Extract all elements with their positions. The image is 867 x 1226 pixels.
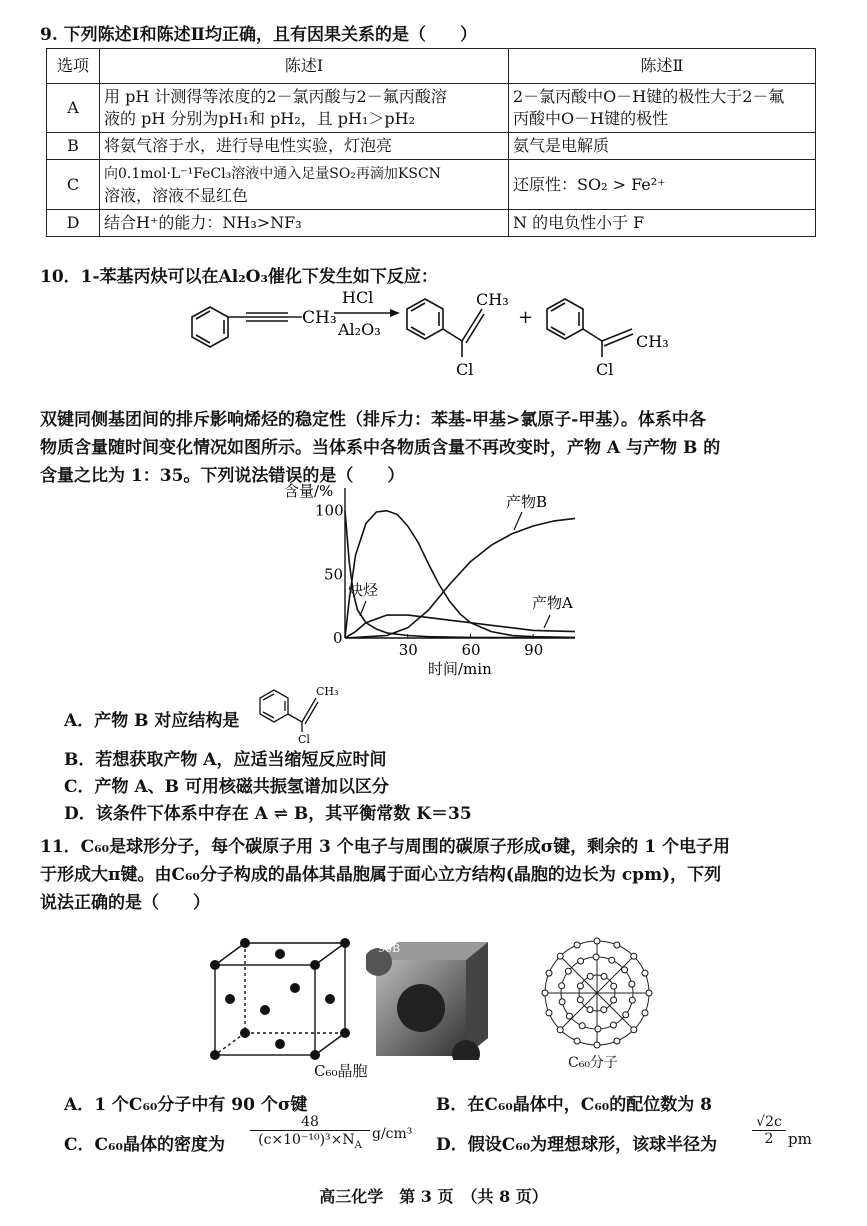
page-footer: 高三化学 第 3 页 （共 8 页） (319, 1187, 548, 1206)
chart-y-tick-label: 100 (315, 501, 344, 520)
density-denominator (250, 1130, 370, 1151)
carbon-atom-icon (610, 1022, 616, 1028)
carbon-atom-icon (593, 954, 599, 960)
carbon-atom-icon (601, 973, 607, 979)
radius-denominator: 2 (752, 1130, 786, 1147)
carbon-atom-icon (559, 983, 565, 989)
carbon-atom-icon (579, 1023, 585, 1029)
chart-y-tick-label: 50 (324, 565, 344, 584)
benzene-ring-icon (547, 299, 633, 357)
q9-stem: 9. 下列陈述Ⅰ和陈述Ⅱ均正确，且有因果关系的是（ ） (40, 25, 477, 45)
q10-option-a: A．产物 B 对应结构是 (64, 711, 240, 731)
alkyne-pointer-icon (360, 601, 366, 616)
carbon-atom-icon (631, 953, 637, 959)
q9-row-statement1: 结合H⁺的能力：NH₃>NF₃ (100, 210, 509, 237)
q10-option-b: B．若想获取产物 A，应适当缩短反应时间 (64, 750, 387, 770)
q9-header-row (47, 49, 816, 84)
chart-x-tick-label: 90 (524, 641, 544, 659)
radius-unit: pm (788, 1130, 812, 1148)
carbon-atom-icon (642, 1010, 648, 1016)
carbon-atom-icon (646, 990, 652, 996)
statement-line: 液的 pH 分别为pH₁和 pH₂，且 pH₁＞pH₂ (104, 109, 415, 128)
carbon-atom-icon (574, 1038, 580, 1044)
carbon-atom-icon (611, 997, 617, 1003)
q10-option-c: C．产物 A、B 可用核磁共振氢谱加以区分 (64, 777, 389, 797)
carbon-atom-icon (546, 1010, 552, 1016)
q9-row-option: C (47, 160, 100, 210)
carbon-atom-icon (622, 967, 628, 973)
statement-line: 用 pH 计测得等浓度的2－氯丙酸与2－氟丙酸溶 (104, 87, 447, 106)
chart-label-product-a: 产物A (532, 594, 573, 612)
c60-crystal-model (366, 938, 496, 1060)
statement-line: 向0.1mol·L⁻¹FeCl₃溶液中通入足量SO₂再滴加KSCN (104, 166, 441, 182)
carbon-atom-icon (609, 957, 615, 963)
radius-numerator: √2c (756, 1114, 782, 1130)
q10-paragraph-line2: 物质含量随时间变化情况如图所示。当体系中各物质含量不再改变时，产物 A 与产物 B 的 (40, 438, 721, 458)
carbon-atom-icon (565, 968, 571, 974)
sphere-cutout-icon (397, 984, 445, 1032)
carbon-atom-icon (594, 938, 600, 944)
q9-row-option: B (47, 133, 100, 160)
plus-sign: + (518, 307, 534, 328)
carbon-atom-icon (559, 999, 565, 1005)
triple-bond-icon (228, 313, 302, 321)
chart-label-alkyne: 炔烃 (348, 581, 379, 599)
carbon-atom-icon (594, 1042, 600, 1048)
q10-paragraph-line3: 含量之比为 1：35。下列说法错误的是（ ） (40, 466, 405, 486)
benzene-ring-icon (260, 690, 318, 732)
product1-cl-label: Cl (456, 360, 474, 379)
unit-cell-caption: C₆₀晶胞 (314, 1062, 368, 1080)
carbon-atom-icon (614, 1038, 620, 1044)
carbon-atom-icon (574, 942, 580, 948)
fcc-unit-cell-diagram (205, 935, 365, 1065)
reagent-hcl: HCl (342, 288, 374, 307)
model-tag: 90B (378, 942, 401, 955)
statement-line: 丙酸中O－H键的极性 (513, 109, 669, 128)
carbon-atom-icon (614, 942, 620, 948)
product2-cl-label: Cl (596, 360, 614, 379)
product-b-pointer-icon (514, 512, 522, 530)
chart-x-axis-label: 时间/min (428, 660, 492, 678)
q9-row-c (47, 160, 816, 210)
q9-row-statement1 (100, 84, 509, 133)
carbon-atom-icon (629, 981, 635, 987)
density-numerator: 48 (301, 1114, 319, 1130)
carbon-atom-icon (566, 1013, 572, 1019)
q11-stem-line1: 11．C₆₀是球形分子，每个碳原子用 3 个电子与周围的碳原子形成σ键，剩余的 1 个电子用 (40, 837, 730, 857)
carbon-atom-icon (631, 1027, 637, 1033)
q9-table (46, 48, 816, 237)
statement-line: 溶液，溶液不显红色 (104, 186, 249, 205)
reactant-ch3-label: CH₃ (302, 308, 337, 328)
q11-option-c-prefix: C．C₆₀晶体的密度为 (64, 1135, 225, 1155)
density-fraction (250, 1114, 370, 1151)
carbon-atom-icon (601, 1007, 607, 1013)
reagent-al2o3: Al₂O₃ (338, 320, 381, 339)
radius-fraction (752, 1114, 786, 1147)
q10-option-d: D．该条件下体系中存在 A ⇌ B，其平衡常数 K＝35 (64, 804, 472, 824)
q11-option-b: B．在C₆₀晶体中，C₆₀的配位数为 8 (436, 1095, 712, 1115)
option-a-ch3-label: CH₃ (316, 685, 339, 698)
product-a-pointer-icon (544, 615, 550, 628)
chart-x-tick-label: 60 (461, 641, 481, 659)
carbon-atom-icon (611, 983, 617, 989)
carbon-atom-icon (557, 1027, 563, 1033)
q9-row-option: A (47, 84, 100, 133)
option-a-cl-label: Cl (298, 733, 310, 746)
q9-row-a (47, 84, 816, 133)
q10-stem: 10．1-苯基丙炔可以在Al₂O₃催化下发生如下反应： (40, 267, 438, 287)
carbon-atom-icon (642, 970, 648, 976)
q9-header-statement1: 陈述Ⅰ (100, 49, 509, 84)
q9-row-d (47, 210, 816, 237)
density-unit: g/cm³ (372, 1126, 413, 1142)
statement-line: 2－氯丙酸中O－H键的极性大于2－氟 (513, 87, 785, 106)
c60-molecule-diagram (535, 935, 660, 1050)
c60-sphere-dots-icon (210, 938, 350, 1060)
density-denominator-sub: A (354, 1139, 362, 1151)
option-a-structure (254, 680, 354, 746)
carbon-atom-icon (587, 1007, 593, 1013)
q9-row-statement2: 氨气是电解质 (509, 133, 816, 160)
q9-row-b (47, 133, 816, 160)
q9-row-option: D (47, 210, 100, 237)
q9-header-statement2: 陈述Ⅱ (509, 49, 816, 84)
q9-row-statement2 (509, 84, 816, 133)
cube-side-face-icon (466, 942, 488, 1056)
reaction-scheme (180, 285, 700, 385)
chart-y-axis-label: 含量/% (284, 482, 334, 500)
q9-row-statement1 (100, 160, 509, 210)
q9-row-statement2: N 的电负性小于 F (509, 210, 816, 237)
carbon-atom-icon (578, 958, 584, 964)
carbon-atom-icon (542, 990, 548, 996)
q11-stem-line2: 于形成大π键。由C₆₀分子构成的晶体其晶胞属于面心立方结构(晶胞的边长为 cpm)，下列 (40, 865, 722, 885)
q11-option-d-prefix: D．假设C₆₀为理想球形，该球半径为 (436, 1135, 718, 1155)
q11-stem-line3: 说法正确的是（ ） (40, 893, 210, 913)
product1-ch3-label: CH₃ (476, 290, 509, 309)
carbon-atom-icon (577, 983, 583, 989)
carbon-atom-icon (595, 1026, 601, 1032)
content-time-chart (270, 478, 600, 683)
carbon-atom-icon (623, 1012, 629, 1018)
carbon-atom-icon (629, 997, 635, 1003)
carbon-atom-icon (577, 997, 583, 1003)
q10-paragraph-line1: 双键同侧基团间的排斥影响烯烃的稳定性（排斥力：苯基-甲基>氯原子-甲基）。体系中各 (40, 410, 706, 430)
q9-row-statement1: 将氨气溶于水，进行导电性实验，灯泡亮 (100, 133, 509, 160)
benzene-ring-icon (407, 299, 484, 357)
density-denominator-text: (c×10⁻¹⁰)³×N (258, 1132, 355, 1148)
arrow-head-icon (390, 309, 400, 317)
product2-ch3-label: CH₃ (636, 332, 669, 351)
q9-row-statement2: 还原性：SO₂ > Fe²⁺ (509, 160, 816, 210)
q11-option-a: A．1 个C₆₀分子中有 90 个σ键 (64, 1095, 308, 1115)
carbon-atom-icon (546, 970, 552, 976)
chart-series-line-2 (345, 615, 575, 638)
chart-series-line-3 (345, 518, 575, 638)
carbon-atom-icon (557, 953, 563, 959)
chart-x-tick-label: 30 (398, 641, 418, 659)
chart-y-tick-label: 0 (333, 629, 343, 647)
molecule-caption: C₆₀分子 (568, 1055, 618, 1071)
chart-label-product-b: 产物B (506, 493, 548, 511)
benzene-ring-icon (192, 307, 228, 347)
q9-header-option: 选项 (47, 49, 100, 84)
chart-series-line-1 (345, 511, 575, 638)
carbon-atom-icon (587, 973, 593, 979)
